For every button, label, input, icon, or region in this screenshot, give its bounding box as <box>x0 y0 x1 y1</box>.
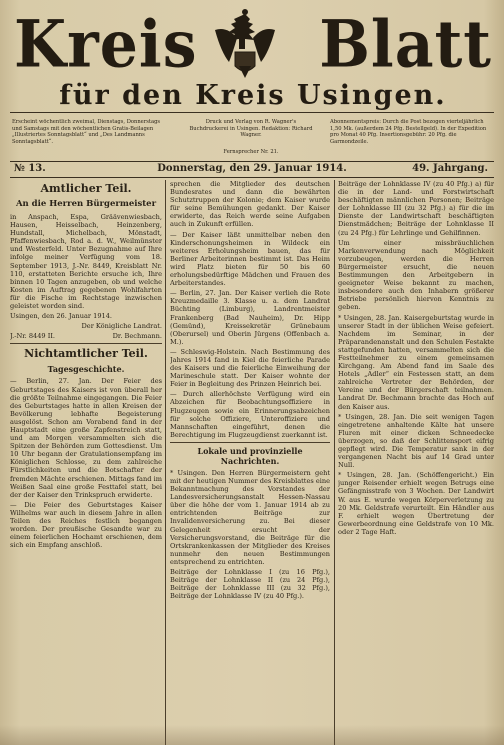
column-2 <box>170 180 330 745</box>
column-divider <box>165 180 166 745</box>
article-text: — Durch allerhöchste Verfügung wird ein Abzeichen für Beobachtungsoffiziere in Flugzeugen sowie ein Erinnerungsabzeichen für solche Offiziere, Unteroffiziere und Mannschaften eingeführt, denen die Berechtigung im Flugzeugdienst zuerkannt ist. <box>170 390 330 439</box>
section-title-official: Amtlicher Teil. <box>40 182 132 195</box>
notice-authority: Der Königliche Landrat. <box>81 322 162 331</box>
masthead-subtitle: für den Kreis Usingen. <box>59 80 447 111</box>
issue-year: 49. Jahrgang. <box>412 163 488 174</box>
article-text: — Die Feier des Geburtstages Kaiser Wilhelms war auch in diesem Jahre in allen Teilen des Reiches festlich begangen worden. Der preußische Gesandte war zu einem feierlichen Hochamt erschienen, dem sich ein Empfang anschloß. <box>10 500 162 550</box>
notice-text: in Anspach, Espa, Gräävenwiesbach, Hausen, Heisselbach, Heinzenberg, Hundstall, Michelbach, Mönstadt, Pfaffenwiesbach, Rod a. d. W., Weilmünster und Westerfeld. Unter Bezugnahme auf Ihre infolge meiner Verfügung vom 18. September 1913, J.-Nr. 8449, Kreisblatt Nr. 110, erstatteten Berichte ersuche ich, Ihre binnen 10 Tagen anzugeben, ob und welche Kosten im Auftrag gegebenen Wohlfahrten für die Fische im Rechtstage inzwischen geleistet worden sind. <box>10 213 162 311</box>
article-text: — Schleswig-Holstein. Nach Bestimmung des Jahres 1914 fand in Kiel die feierliche Parade des Kaisers und die feierliche Einweihung der Marineschule statt. Der Kaiser wohnte der Feier in Begleitung des Prinzen Heinrich bei. <box>170 347 330 389</box>
masthead-title-right: Blatt <box>319 7 492 83</box>
section-title-unofficial: Nichtamtlicher Teil. <box>24 347 148 361</box>
issue-date: Donnerstag, den 29. Januar 1914. <box>157 163 347 174</box>
article-text: * Usingen, 28. Jan. (Schöffengericht.) Ein junger Reisender erhielt wegen Betrugs eine Gefängnisstrafe von 3 Wochen. Der Landwirt W. aus E. wurde wegen Körperverletzung zu 20 Mk. Geldstrafe verurteilt. Ein Händler aus F. erhielt wegen Übertretung der Gewerbeordnung eine Geldstrafe von 10 Mk. oder 2 Tage Haft. <box>338 471 494 536</box>
notice-heading: An die Herren Bürgermeister <box>15 199 157 209</box>
eagle-crest-icon <box>211 8 279 80</box>
subsection-title-news: Tagesgeschichte. <box>47 364 125 375</box>
publication-info-bar <box>10 112 494 162</box>
issue-number: № 13. <box>14 163 46 174</box>
article-text: Beiträge der Lohnklasse I (zu 16 Pfg.), Beiträge der Lohnklasse II (zu 24 Pfg.), Beiträge der Lohnklasse III (zu 32 Pfg.), Beiträge der Lohnklasse IV (zu 40 Pfg.). <box>170 568 330 601</box>
article-text: Um einer missbräuchlichen Markenverwendung nach Möglichkeit vorzubeugen, werden die Herren Bürgermeister ersucht, die neuen Bestimmungen den Arbeitgebern in geeigneter Weise bekannt zu machen, insbesondere auch den Inhabern größerer Betriebe persönlich hiervon Kenntnis zu geben. <box>338 238 494 312</box>
notice-reference: J.-Nr. 8449 II. Dr. Bechmann. <box>10 332 162 341</box>
notice-date: Usingen, den 26. Januar 1914. <box>10 312 113 321</box>
publication-schedule: Erscheint wöchentlich zweimal, Dienstags, Donnerstags und Samstags mit den wöchentlichen Gratis-Beilagen „Illustriertes Sonntagsblatt“ und „Des Landmanns Sonntagsblatt“. <box>12 119 161 145</box>
masthead <box>10 4 496 111</box>
column-divider <box>334 180 335 745</box>
article-text: * Usingen, 28. Jan. Die seit wenigen Tagen eingetretene anhaltende Kälte hat unsere Fluren mit einer dicken Schneedecke überzogen, so daß der Schlittensport eifrig gepflegt wird. Die Temperatur sank in der vergangenen Nacht bis auf 14 Grad unter Null. <box>338 412 494 470</box>
article-text: Beiträge der Lohnklasse IV (zu 40 Pfg.) a) für die in der Land- und Forstwirtschaft beschäftigten männlichen Personen; Beiträge der Lohnklasse III (zu 32 Pfg.) a) für die im Dienste der Landwirtschaft beschäftigten Dienstmädchen; Beiträge der Lohnklasse II (zu 24 Pfg.) für Lehrlinge und Gehilfinnen. <box>338 180 494 237</box>
phone-number: Fernsprecher Nr. 21. <box>223 149 279 155</box>
column-3 <box>338 180 494 745</box>
column-1 <box>10 180 162 745</box>
article-text: sprechen die Mitglieder des deutschen Bundesrates und dann die bewährten Schutztruppen der Kolonie; dem Kaiser wurde für seine Bemühungen gedankt. Der Kaiser erwiderte, das Reich werde seine Aufgaben auch in Zukunft erfüllen. <box>170 180 330 229</box>
section-title-local: Lokale und provinzielle Nachrichten. <box>197 445 303 466</box>
masthead-title-left: Kreis <box>14 7 198 83</box>
divider <box>170 442 330 443</box>
article-text: * Usingen, 28. Jan. Kaisergeburtstag wurde in unserer Stadt in der üblichen Weise gefeiert. Nachdem im Seminar, in der Präparandenanstalt und den Schulen Festakte stattgefunden hatten, versammelten sich die Festteilnehmer zu einem gemeinsamen Kirchgang. Am Abend fand im Saale des Hotels „Adler“ ein Festessen statt, an dem zahlreiche Vertreter der Behörden, der Vereine und der Bürgerschaft teilnahmen. Landrat Dr. Bechmann brachte das Hoch auf den Kaiser aus. <box>338 313 494 411</box>
article-text: — Berlin, 27. Jan. Der Kaiser verlieh die Rote Kreuzmedaille 3. Klasse u. a. dem Landrat Büchting (Limburg), Landrentmeister Frankenberg (Bad Nauheim), Dr. Hipp (Gemünd), Kreissekretär Grünebaum (Oberursel) und Oberin Jürgens (Offenbach a. M.). <box>170 289 330 346</box>
article-text: — Der Kaiser läßt unmittelbar neben den Kinderschonungsheimen in Wildeck ein weiteres Erholungsheim bauen, das für Berliner Arbeiterinnen bestimmt ist. Das Heim wird Platz bieten für 50 bis 60 erholungsbedürftige Mädchen und Frauen des Arbeiterstandes. <box>170 230 330 288</box>
publisher-info: Druck und Verlag von R. Wagner's Buchdruckerei in Usingen. Redaktion: Richard Wagner. <box>189 119 313 139</box>
issue-bar <box>10 163 494 178</box>
divider <box>10 343 162 344</box>
article-text: — Berlin, 27. Jan. Der Feier des Geburtstages des Kaisers ist von überall her die größte Teilnahme eingegangen. Die Feier des Geburtstages hatte in allen Kreisen der Bevölkerung lebhafte Begeisterung ausgelöst. Schon am Vorabend fand in der Hauptstadt eine große Zapfenstreich statt, und am Morgen versammelten sich die Spitzen der Behörden zum Gottesdienst. Um 10 Uhr begann der Gratulationsempfang im Königlichen Schlosse, zu dem zahlreiche Fürstlichkeiten und die Botschafter der fremden Mächte erschienen. Mittags fand im Weißen Saal eine große Festtafel statt, bei der der Kaiser den Trinkspruch erwiderte. <box>10 377 162 499</box>
subscription-price: Abonnementspreis: Durch die Post bezogen vierteljährlich 1,50 Mk. (außerdem 24 Pfg. Bestellgeld). In der Expedition pro Monat 40 Pfg. Insertionsgebühr: 20 Pfg. die Garmondzeile. <box>330 119 487 145</box>
article-text: * Usingen. Den Herren Bürgermeistern geht mit der heutigen Nummer des Kreisblattes eine Bekanntmachung des Vorstandes der Landesversicherungsanstalt Hessen-Nassau über die höhe der vom 1. Januar 1914 ab zu entrichtenden Beiträge zur Invalidenversicherung zu. Bei dieser Gelegenheit ersucht der Versicherungsvorstand, die Beiträge für die Ortskrankenkassen der Mitglieder des Kreises nunmehr den neuen Bestimmungen entsprechend zu entrichten. <box>170 468 330 566</box>
